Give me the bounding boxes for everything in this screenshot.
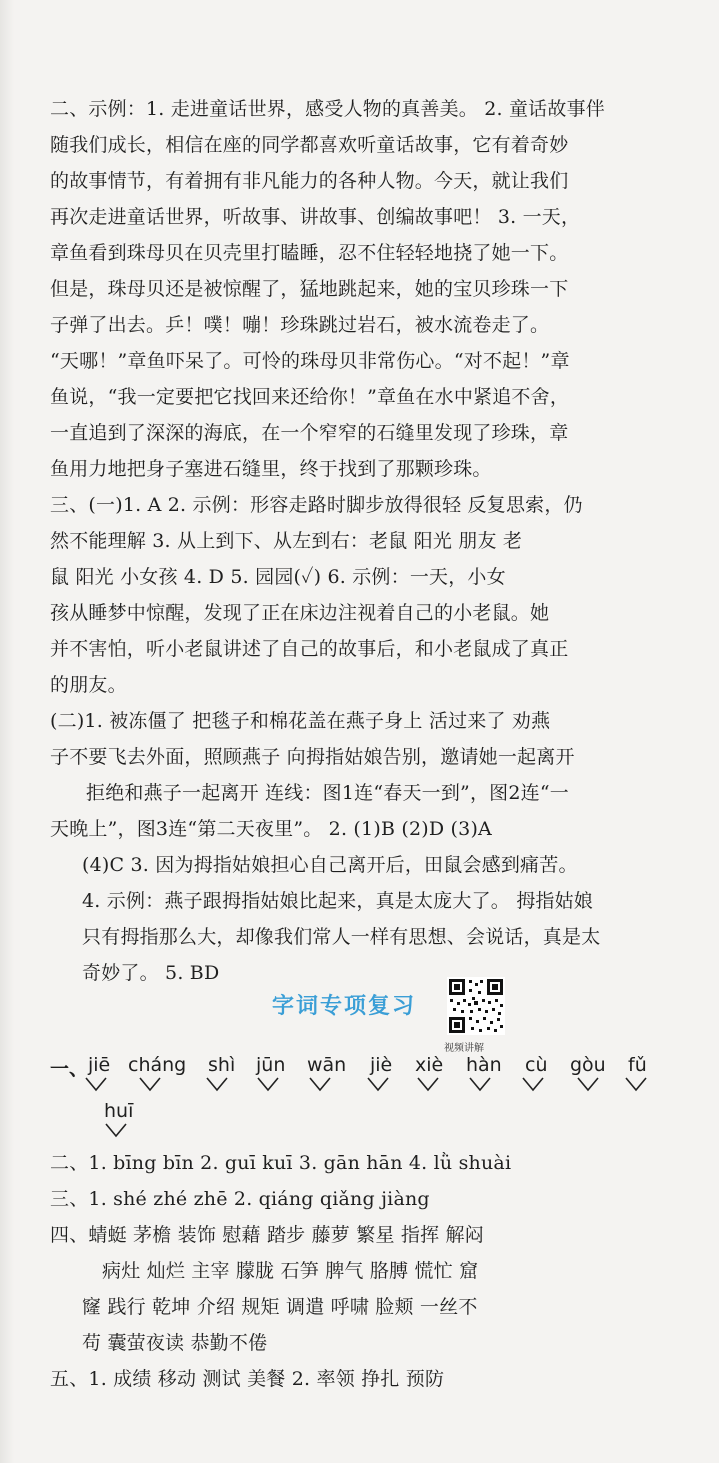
check-mark: [207, 1078, 227, 1090]
check-mark: [258, 1078, 278, 1090]
sec2-line-3: 的故事情节，有着拥有非凡能力的各种人物。今天，就让我们: [50, 170, 569, 192]
sec2-line-1: 二、示例：1. 走进童话世界，感受人物的真善美。 2. 童话故事伴: [50, 98, 605, 120]
sec2-line-2: 随我们成长，相信在座的同学都喜欢听童话故事，它有着奇妙: [50, 134, 569, 156]
sec3-line-14: 奇妙了。 5. BD: [82, 962, 220, 984]
check-mark: [578, 1078, 598, 1090]
pinyin-item: fǔ: [628, 1054, 647, 1076]
vocab-four-line-2: 病灶 灿烂 主宰 朦胧 石笋 脾气 胳膊 慌忙 窟: [102, 1260, 479, 1282]
pinyin-item: jūn: [256, 1054, 286, 1076]
vocab-two: 二、1. bīng bīn 2. guī kuī 3. gān hān 4. lǜ shuài: [50, 1152, 512, 1174]
check-mark: [523, 1078, 543, 1090]
sec2-line-4: 再次走进童话世界，听故事、讲故事、创编故事吧！ 3. 一天，: [50, 206, 581, 228]
sec3-line-4: 孩从睡梦中惊醒，发现了正在床边注视着自己的小老鼠。她: [50, 602, 550, 624]
sec2-line-9: 鱼说，“我一定要把它找回来还给你！”章鱼在水中紧追不舍，: [50, 386, 570, 408]
sec2-line-11: 鱼用力地把身子塞进石缝里，终于找到了那颗珍珠。: [50, 458, 492, 480]
pinyin-item: jiē: [88, 1054, 111, 1076]
sec3-line-10: 天晚上”，图3连“第二天夜里”。 2. (1)B (2)D (3)A: [50, 818, 492, 840]
sec2-line-10: 一直追到了深深的海底，在一个窄窄的石缝里发现了珍珠，章: [50, 422, 569, 444]
pinyin-item: hàn: [466, 1054, 502, 1076]
sec3-line-2: 然不能理解 3. 从上到下、从左到右：老鼠 阳光 朋友 老: [50, 530, 523, 552]
pinyin-item: gòu: [570, 1054, 606, 1076]
check-mark: [470, 1078, 490, 1090]
sec2-line-6: 但是，珠母贝还是被惊醒了，猛地跳起来，她的宝贝珍珠一下: [50, 278, 569, 300]
sec3-line-13: 只有拇指那么大，却像我们常人一样有思想、会说话，真是太: [82, 926, 601, 948]
check-mark: [140, 1078, 160, 1090]
sec3-line-6: 的朋友。: [50, 674, 127, 696]
vocab-three: 三、1. shé zhé zhē 2. qiáng qiǎng jiàng: [50, 1188, 430, 1210]
sec2-line-7: 子弹了出去。乒！噗！嘣！珍珠跳过岩石，被水流卷走了。: [50, 314, 550, 336]
sec2-line-8: “天哪！”章鱼吓呆了。可怜的珠母贝非常伤心。“对不起！”章: [50, 350, 570, 372]
sec3-line-8: 子不要飞去外面，照顾燕子 向拇指姑娘告别，邀请她一起离开: [50, 746, 575, 768]
section-heading: 字词专项复习: [272, 994, 417, 1019]
vocab-four-line-1: 四、蜻蜓 茅檐 装饰 慰藉 踏步 藤萝 繁星 指挥 解闷: [50, 1224, 484, 1246]
sec3-line-3: 鼠 阳光 小女孩 4. D 5. 园园(✓) 6. 示例：一天，小女: [50, 566, 506, 588]
page-fold-shadow: [0, 0, 14, 1463]
check-mark: [626, 1078, 646, 1090]
sec3-line-5: 并不害怕，听小老鼠讲述了自己的故事后，和小老鼠成了真正: [50, 638, 569, 660]
pinyin-item: shì: [208, 1054, 236, 1076]
check-mark: [310, 1078, 330, 1090]
vocab-four-line-4: 苟 囊萤夜读 恭勤不倦: [82, 1332, 268, 1354]
vocab-one-label: 一、: [50, 1058, 89, 1080]
pinyin-item: xiè: [415, 1054, 444, 1076]
pinyin-item: cháng: [128, 1054, 187, 1076]
check-mark: [368, 1078, 388, 1090]
vocab-four-line-3: 窿 践行 乾坤 介绍 规矩 调遣 呼啸 脸颊 一丝不: [82, 1296, 478, 1318]
sec3-line-1: 三、(一)1. A 2. 示例：形容走路时脚步放得很轻 反复思索，仍: [50, 494, 583, 516]
pinyin-item: jiè: [370, 1054, 393, 1076]
sec3-line-12: 4. 示例：燕子跟拇指姑娘比起来，真是太庞大了。 拇指姑娘: [82, 890, 594, 912]
check-mark: [106, 1124, 126, 1136]
sec2-line-5: 章鱼看到珠母贝在贝壳里打瞌睡，忍不住轻轻地挠了她一下。: [50, 242, 569, 264]
sec3-line-9: 拒绝和燕子一起离开 连线：图1连“春天一到”，图2连“一: [86, 782, 569, 804]
pinyin-item: wān: [307, 1054, 347, 1076]
check-mark: [86, 1078, 106, 1090]
qr-code: [447, 977, 505, 1035]
qr-caption: 视频讲解: [444, 1043, 484, 1054]
pinyin-item-second-row: huī: [104, 1100, 134, 1122]
vocab-five: 五、1. 成绩 移动 测试 美餐 2. 率领 挣扎 预防: [50, 1368, 445, 1390]
sec3-line-7: (二)1. 被冻僵了 把毯子和棉花盖在燕子身上 活过来了 劝燕: [50, 710, 551, 732]
check-mark: [418, 1078, 438, 1090]
sec3-line-11: (4)C 3. 因为拇指姑娘担心自己离开后，田鼠会感到痛苦。: [82, 854, 578, 876]
pinyin-item: cù: [525, 1054, 548, 1076]
